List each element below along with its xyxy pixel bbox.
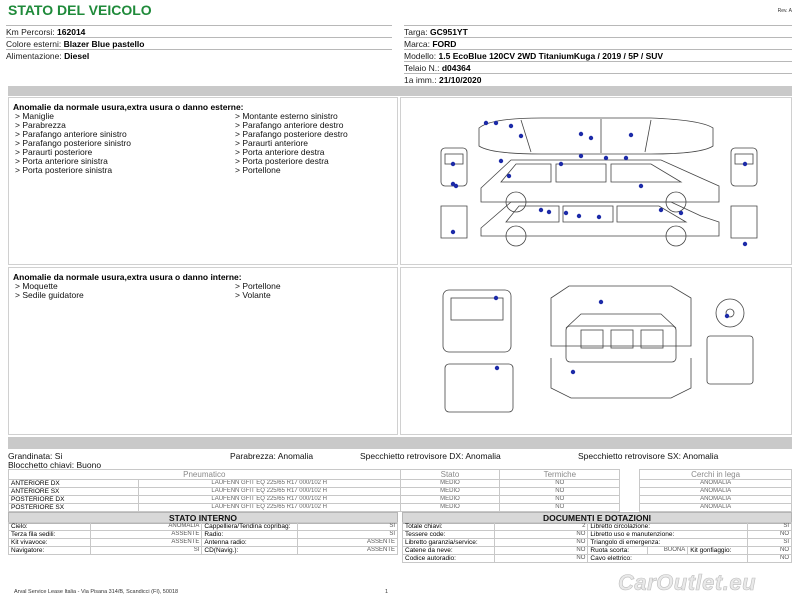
table-row: Terza fila sedili: ASSENTE Radio: SI xyxy=(9,531,398,539)
list-item: > Montante esterno sinistro xyxy=(235,111,338,121)
vehicle-info xyxy=(6,25,792,83)
plate-label: Targa: xyxy=(404,27,428,37)
fuel-value: Diesel xyxy=(64,51,90,61)
section-divider xyxy=(8,86,792,96)
list-item: > Porta posteriore sinistra xyxy=(15,165,113,175)
watermark-logo: CarOutlet.eu xyxy=(618,570,757,595)
tyre-table xyxy=(8,469,792,512)
table-row: Kit vivavoce: ASSENTE Antenna radio: ASSENTE xyxy=(9,539,398,547)
external-list-1 xyxy=(15,112,205,175)
list-item: > Parafango anteriore destro xyxy=(235,120,344,130)
list-item: > Porta anteriore destra xyxy=(235,147,325,157)
fuel-label: Alimentazione: xyxy=(6,51,62,61)
list-item: > Parafango posteriore sinistro xyxy=(15,138,131,148)
list-item: > Maniglie xyxy=(15,111,54,121)
internal-state-heading: STATO INTERNO xyxy=(8,512,398,524)
list-item: > Portellone xyxy=(235,281,281,291)
status-divider xyxy=(8,437,792,449)
grandinata-status: Grandinata: Si xyxy=(8,451,63,461)
revision-label: Rev. A xyxy=(777,8,792,14)
list-item: > Moquette xyxy=(15,281,58,291)
page-title: STATO DEL VEICOLO xyxy=(8,2,152,18)
mirror-left-status: Specchietto retrovisore SX: Anomalia xyxy=(578,451,719,461)
table-row: Navigatore: SI CD(Navig.): ASSENTE xyxy=(9,547,398,555)
chassis-value: d04364 xyxy=(441,63,471,73)
list-item: > Porta posteriore destra xyxy=(235,156,329,166)
fuel-row xyxy=(6,49,392,62)
model-label: Modello: xyxy=(404,51,437,61)
table-row: Codice autoradio: NO Cavo elettrico: NO xyxy=(403,555,792,563)
key-lock-status: Blocchetto chiavi: Buono xyxy=(8,460,102,470)
list-item: > Parafango posteriore destro xyxy=(235,129,348,139)
km-label: Km Percorsi: xyxy=(6,27,55,37)
table-row: Cielo: ANOMALIA Cappelliera/Tendina copribag: SI xyxy=(9,523,398,531)
table-row: Catene da neve: NO Ruota scorta: BUONA Kit gonfiaggio: NO xyxy=(403,547,792,555)
documents-table xyxy=(402,522,792,563)
external-diagram-panel xyxy=(400,97,792,265)
footer-company: Arval Service Lease Italia - Via Pisana 314/B, Scandicci (FI), 50018 xyxy=(14,589,179,595)
brand-label: Marca: xyxy=(404,39,430,49)
color-value: Blazer Blue pastello xyxy=(63,39,145,49)
list-item: > Portellone xyxy=(235,165,281,175)
parabrezza-status: Parabrezza: Anomalia xyxy=(230,451,314,461)
table-row: ANTERIORE DX LAUFENN GFIT EQ 225/65 R17 000/102 H MEDIO NO ANOMALIA xyxy=(9,480,792,488)
external-anomalies-panel xyxy=(8,97,398,265)
list-item: > Paraurti posteriore xyxy=(15,147,93,157)
internal-list-1 xyxy=(15,282,205,300)
list-item: > Paraurti anteriore xyxy=(235,138,308,148)
table-row: Libretto garanzia/service: NO Triangolo di emergenza: SI xyxy=(403,539,792,547)
color-label: Colore esterni: xyxy=(6,39,62,49)
internal-diagram-panel xyxy=(400,267,792,435)
brand-value: FORD xyxy=(432,39,457,49)
km-value: 162014 xyxy=(57,27,86,37)
table-row: ANTERIORE SX LAUFENN GFIT EQ 225/65 R17 000/102 H MEDIO NO ANOMALIA xyxy=(9,488,792,496)
list-item: > Porta anteriore sinistra xyxy=(15,156,108,166)
car-interior-diagram xyxy=(401,268,793,436)
list-item: > Sedile guidatore xyxy=(15,290,84,300)
list-item: > Parafango anteriore sinistro xyxy=(15,129,127,139)
rims-header: Cerchi in lega xyxy=(640,470,792,480)
internal-anomalies-title: Anomalie da normale usura,extra usura o danno interne: xyxy=(13,272,242,282)
plate-value: GC951YT xyxy=(430,27,468,37)
chassis-label: Telaio N.: xyxy=(404,63,440,73)
model-value: 1.5 EcoBlue 120CV 2WD TitaniumKuga / 2019 / 5P / SUV xyxy=(438,51,664,61)
mirror-right-status: Specchietto retrovisore DX: Anomalia xyxy=(360,451,501,461)
table-row: Tessere code: NO Libretto uso e manutenzione: NO xyxy=(403,531,792,539)
registration-value: 21/10/2020 xyxy=(438,75,482,85)
table-row: POSTERIORE SX LAUFENN GFIT EQ 225/65 R17 000/102 H MEDIO NO ANOMALIA xyxy=(9,504,792,512)
external-anomalies-title: Anomalie da normale usura,extra usura o danno esterne: xyxy=(13,102,244,112)
list-item: > Parabrezza xyxy=(15,120,66,130)
thermal-header: Termiche xyxy=(500,470,620,480)
external-list-2 xyxy=(235,112,425,175)
page-number: 1 xyxy=(385,589,389,595)
registration-label: 1a imm.: xyxy=(404,75,437,85)
car-exterior-diagram xyxy=(401,98,793,266)
tyre-header: Pneumatico xyxy=(9,470,401,480)
internal-anomalies-panel xyxy=(8,267,398,435)
state-header: Stato xyxy=(400,470,500,480)
internal-list-2 xyxy=(235,282,425,300)
internal-state-table xyxy=(8,522,398,555)
registration-row xyxy=(404,73,792,86)
table-row: Totale chiavi: 2 Libretto circolazione: SI xyxy=(403,523,792,531)
documents-heading: DOCUMENTI E DOTAZIONI xyxy=(402,512,792,524)
list-item: > Volante xyxy=(235,290,271,300)
table-row: POSTERIORE DX LAUFENN GFIT EQ 225/65 R17 000/102 H MEDIO NO ANOMALIA xyxy=(9,496,792,504)
